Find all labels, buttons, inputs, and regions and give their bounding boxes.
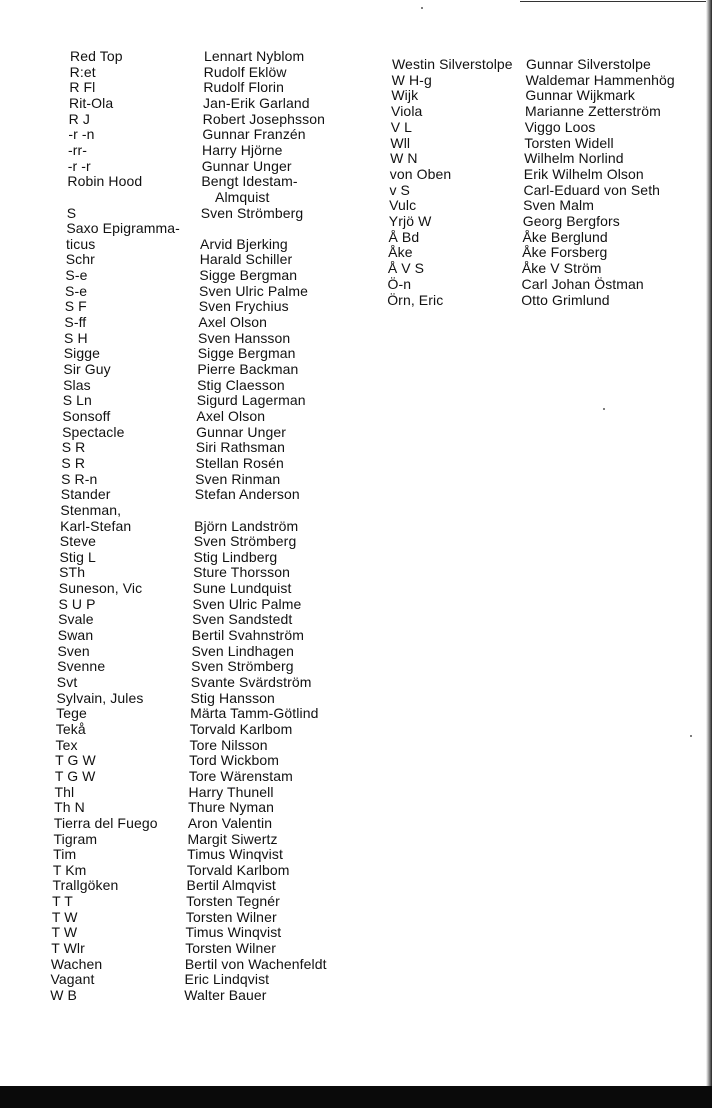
pseudonym: Örn, Eric <box>387 291 444 308</box>
author-name: Margit Siwertz <box>187 830 278 847</box>
pseudonym: v S <box>389 181 410 198</box>
pseudonym: S Ln <box>62 392 92 409</box>
pseudonym: S U P <box>58 595 96 612</box>
author-name: Georg Bergfors <box>522 213 620 229</box>
author-name: Carl Johan Östman <box>521 275 644 292</box>
top-edge-rule <box>520 1 712 2</box>
pseudonym: T G W <box>55 752 96 769</box>
pseudonym: S <box>66 204 77 221</box>
author-name: Torvald Karlbom <box>189 720 293 737</box>
author-name: Gunnar Unger <box>201 157 292 174</box>
pseudonym: Vulc <box>389 197 417 214</box>
pseudonym: Svale <box>58 611 94 628</box>
pseudonym: Viola <box>391 103 423 120</box>
pseudonym: T W <box>51 924 78 941</box>
pseudonym: S-e <box>65 282 88 299</box>
pseudonym: Tierra del Fuego <box>53 814 158 831</box>
pseudonym: T Km <box>52 861 87 878</box>
pseudonym: Sven <box>57 642 90 659</box>
author-name: Siri Rathsman <box>195 439 285 456</box>
pseudonym: S F <box>64 298 87 315</box>
author-name: Torsten Tegnér <box>186 893 280 910</box>
author-name: Torsten Widell <box>524 134 614 151</box>
pseudonym: Å Bd <box>388 228 420 245</box>
pseudonym: W N <box>390 150 418 167</box>
author-name: Aron Valentin <box>187 814 273 831</box>
author-name: Bertil von Wachenfeldt <box>184 955 327 972</box>
author-name: Sven Sandstedt <box>192 611 293 628</box>
author-name: Rudolf Florin <box>203 79 284 96</box>
author-name: Timus Winqvist <box>185 924 282 941</box>
author-name: Eric Lindqvist <box>184 971 270 988</box>
author-name: Stig Hansson <box>190 689 275 706</box>
author-name: Gunnar Unger <box>196 423 286 440</box>
pseudonym: Yrjö W <box>388 213 432 229</box>
author-name: Sven Rinman <box>195 470 281 487</box>
pseudonym: Tex <box>55 736 78 753</box>
pseudonym: T T <box>52 893 73 910</box>
author-name: Bertil Almqvist <box>186 877 276 894</box>
author-name: Arvid Bjerking <box>200 235 288 252</box>
pseudonym: Rit-Ola <box>69 94 114 111</box>
author-name: Robert Josephsson <box>202 110 325 127</box>
pseudonym: Trallgöken <box>52 877 119 894</box>
author-name: Sven Frychius <box>198 298 289 315</box>
author-name: Wilhelm Norlind <box>524 150 624 167</box>
pseudonym: T W <box>51 908 78 925</box>
author-name: Åke Forsberg <box>522 244 608 261</box>
author-name: Stig Lindberg <box>193 548 278 565</box>
pseudonym: Spectacle <box>62 423 125 440</box>
author-name: Sune Lundquist <box>192 580 292 597</box>
pseudonym: Steve <box>59 533 97 550</box>
author-name: Pierre Backman <box>197 361 299 377</box>
pseudonym: Tege <box>56 705 87 722</box>
pseudonym: -r -r <box>67 157 91 174</box>
author-name: Sven Strömberg <box>191 658 294 675</box>
author-name: Björn Landström <box>194 517 299 534</box>
speck <box>690 735 692 737</box>
pseudonym: Tekå <box>55 720 86 737</box>
author-name: Waldemar Hammenhög <box>525 71 675 88</box>
pseudonym: Vagant <box>50 971 95 988</box>
pseudonym: S R <box>61 439 86 456</box>
pseudonym: Red Top <box>70 48 123 64</box>
pseudonym: Saxo Epigramma- <box>66 220 180 237</box>
author-name: Sture Thorsson <box>193 564 290 581</box>
speck <box>421 7 423 9</box>
pseudonym: Wijk <box>391 87 419 104</box>
author-name: Stefan Anderson <box>194 486 300 503</box>
pseudonym: Th N <box>54 799 85 816</box>
pseudonym: Stig L <box>59 548 96 565</box>
author-name: Harry Thunell <box>188 783 274 800</box>
author-name: Jan-Erik Garland <box>203 94 310 111</box>
pseudonym: Åke <box>388 244 413 261</box>
author-name: Sven Strömberg <box>200 204 304 221</box>
author-name: Gunnar Franzén <box>202 126 306 143</box>
pseudonym: Westin Silverstolpe <box>392 56 513 72</box>
pseudonym: R J <box>68 110 90 127</box>
author-name: Viggo Loos <box>524 118 596 135</box>
pseudonym: Sir Guy <box>63 361 111 377</box>
pseudonym: R:et <box>69 63 96 80</box>
right-page-edge <box>706 0 712 1108</box>
pseudonym: Svt <box>56 674 78 690</box>
author-name: Bengt Idestam- <box>201 173 298 190</box>
author-name: Gunnar Silverstolpe <box>526 56 651 72</box>
author-name: Stellan Rosén <box>195 454 284 471</box>
author-name: Sven Ulric Palme <box>199 282 309 299</box>
author-name: Åke V Ström <box>521 260 602 277</box>
pseudonym: Tigram <box>53 830 98 847</box>
author-name: Almquist <box>215 188 270 205</box>
pseudonym: Karl-Stefan <box>60 517 132 534</box>
author-name: Torvald Karlbom <box>186 861 290 878</box>
pseudonym: Swan <box>57 627 94 644</box>
pseudonym: Svenne <box>57 658 106 675</box>
author-name: Tore Wärenstam <box>188 767 293 784</box>
pseudonym: -r -n <box>68 126 95 143</box>
speck <box>603 408 605 410</box>
author-name: Thure Nyman <box>188 799 275 816</box>
pseudonym: W B <box>50 987 77 1003</box>
author-name: Tord Wickbom <box>189 752 280 769</box>
pseudonym: S-ff <box>64 314 87 331</box>
pseudonym: V L <box>390 118 413 135</box>
pseudonym: S R-n <box>61 470 98 487</box>
pseudonym: Wachen <box>50 955 103 972</box>
author-name: Erik Wilhelm Olson <box>523 165 644 182</box>
author-name: Sven Strömberg <box>193 533 297 550</box>
author-name: Tore Nilsson <box>189 736 268 753</box>
pseudonym: Robin Hood <box>67 173 143 190</box>
author-name: Stig Claesson <box>197 376 285 393</box>
author-name: Gunnar Wijkmark <box>525 87 635 104</box>
pseudonym: Tim <box>53 846 77 863</box>
pseudonym: Sonsoff <box>62 407 111 424</box>
author-name: Sven Lindhagen <box>191 642 295 659</box>
pseudonym: Suneson, Vic <box>58 580 143 597</box>
author-name: Åke Berglund <box>522 228 608 245</box>
pseudonym: S-e <box>65 267 88 284</box>
pseudonym: Thl <box>54 783 75 800</box>
author-name: Svante Svärdström <box>190 674 312 690</box>
pseudonym: von Oben <box>389 165 452 182</box>
pseudonym: Å V S <box>387 260 425 277</box>
author-name: Marianne Zetterström <box>525 103 661 120</box>
author-name: Walter Bauer <box>184 987 267 1003</box>
author-name: Sven Malm <box>523 197 595 214</box>
author-name: Axel Olson <box>196 407 266 424</box>
author-name: Harald Schiller <box>199 251 293 268</box>
pseudonym: Slas <box>63 376 91 393</box>
pseudonym: Stenman, <box>60 501 122 518</box>
pseudonym: ticus <box>66 235 96 252</box>
pseudonym: STh <box>59 564 86 581</box>
author-name: Sven Hansson <box>198 329 291 346</box>
author-name: Märta Tamm-Götlind <box>190 705 319 722</box>
pseudonym: T G W <box>54 767 96 784</box>
author-name: Axel Olson <box>198 314 268 331</box>
author-name: Sigge Bergman <box>199 267 298 284</box>
author-name: Carl-Eduard von Seth <box>523 181 661 198</box>
pseudonym: -rr- <box>68 141 88 158</box>
pseudonym: Ö-n <box>387 275 412 292</box>
author-name: Lennart Nyblom <box>204 48 305 64</box>
author-name: Sigurd Lagerman <box>196 392 306 409</box>
pseudonym: Stander <box>60 486 111 503</box>
author-name: Harry Hjörne <box>202 141 283 158</box>
pseudonym: T Wlr <box>51 940 85 957</box>
author-name: Otto Grimlund <box>521 291 610 308</box>
pseudonym: Schr <box>65 251 95 268</box>
author-name: Torsten Wilner <box>185 940 277 957</box>
author-name: Timus Winqvist <box>187 846 283 863</box>
bottom-page-edge <box>0 1086 712 1108</box>
pseudonym: Wll <box>390 134 411 151</box>
pseudonym: S R <box>61 454 86 471</box>
author-name: Bertil Svahnström <box>191 627 304 644</box>
author-name: Torsten Wilner <box>185 908 277 925</box>
pseudonym: W H-g <box>391 71 432 88</box>
pseudonym: R Fl <box>69 79 96 96</box>
author-name: Sigge Bergman <box>197 345 296 362</box>
author-name: Sven Ulric Palme <box>192 595 302 612</box>
author-name: Rudolf Eklöw <box>203 63 287 80</box>
pseudonym: Sylvain, Jules <box>56 689 144 706</box>
pseudonym: Sigge <box>63 345 101 362</box>
pseudonym: S H <box>64 329 88 346</box>
